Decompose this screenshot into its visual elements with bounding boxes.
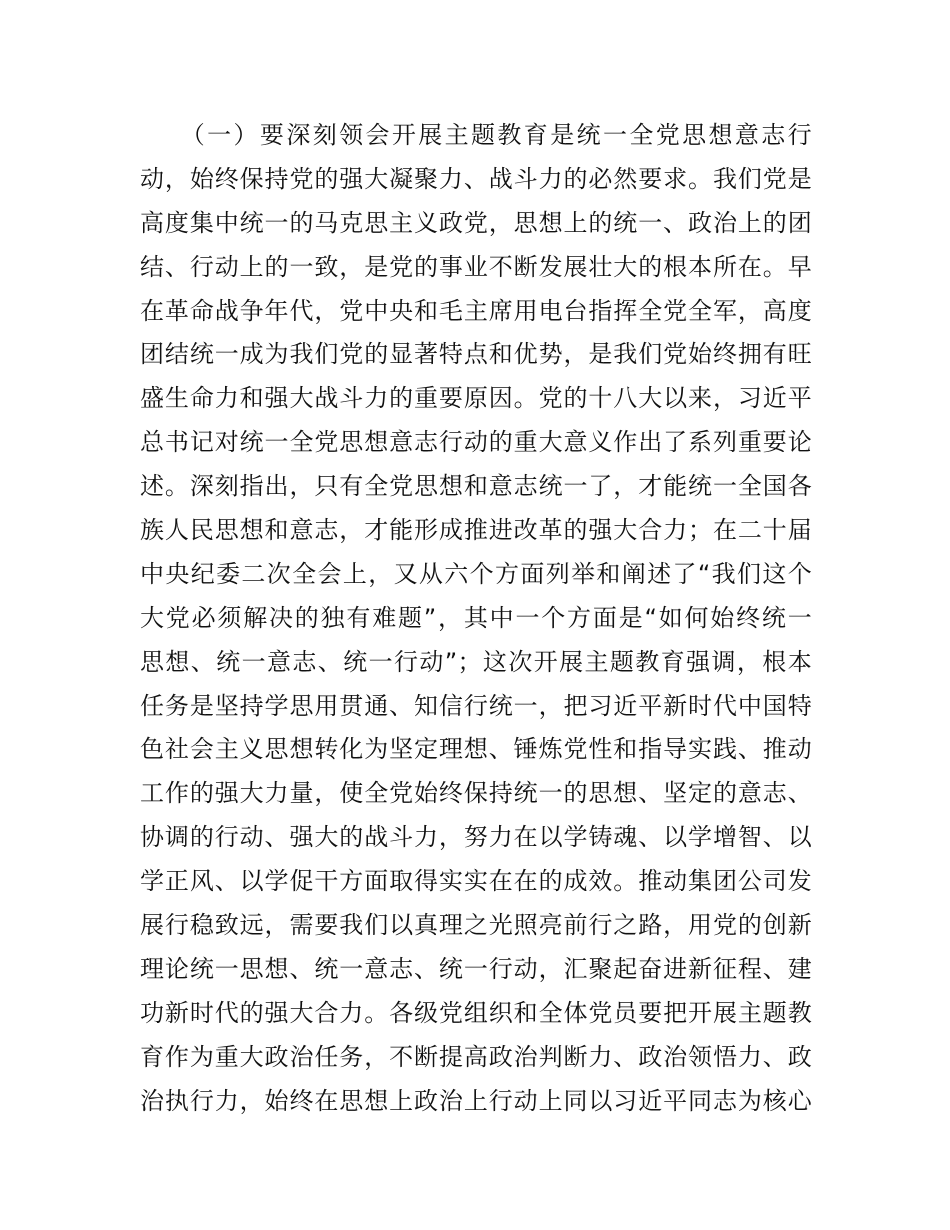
paragraph-line: 工作的强大力量，使全党始终保持统一的思想、坚定的意志、 (140, 779, 812, 808)
paragraph-line: 述。深刻指出，只有全党思想和意志统一了，才能统一全国各 (140, 472, 812, 501)
paragraph-line: 展行稳致远，需要我们以真理之光照亮前行之路，用党的创新 (140, 911, 812, 940)
paragraph-line: 总书记对统一全党思想意志行动的重大意义作出了系列重要论 (140, 428, 812, 457)
paragraph-line: 育作为重大政治任务，不断提高政治判断力、政治领悟力、政 (140, 1042, 812, 1071)
body-paragraph (140, 114, 812, 1123)
paragraph-line: 族人民思想和意志，才能形成推进改革的强大合力；在二十届 (140, 516, 812, 545)
paragraph-line: 协调的行动、强大的战斗力，努力在以学铸魂、以学增智、以 (140, 823, 812, 852)
paragraph-line: 治执行力，始终在思想上政治上行动上同以习近平同志为核心 (140, 1086, 812, 1115)
paragraph-line: 思想、统一意志、统一行动”；这次开展主题教育强调，根本 (140, 647, 812, 676)
paragraph-line: 学正风、以学促干方面取得实实在在的成效。推动集团公司发 (140, 867, 812, 896)
paragraph-line: 理论统一思想、统一意志、统一行动，汇聚起奋进新征程、建 (140, 954, 812, 983)
paragraph-line: （一）要深刻领会开展主题教育是统一全党思想意志行 (140, 121, 812, 149)
paragraph-line: 任务是坚持学思用贯通、知信行统一，把习近平新时代中国特 (140, 691, 812, 720)
paragraph-line: 色社会主义思想转化为坚定理想、锤炼党性和指导实践、推动 (140, 735, 812, 764)
paragraph-line: 在革命战争年代，党中央和毛主席用电台指挥全党全军，高度 (140, 296, 812, 325)
paragraph-line: 高度集中统一的马克思主义政党，思想上的统一、政治上的团 (140, 208, 812, 237)
paragraph-line: 团结统一成为我们党的显著特点和优势，是我们党始终拥有旺 (140, 340, 812, 369)
paragraph-line: 盛生命力和强大战斗力的重要原因。党的十八大以来，习近平 (140, 384, 812, 413)
paragraph-line: 中央纪委二次全会上，又从六个方面列举和阐述了“我们这个 (140, 559, 813, 588)
paragraph-line: 功新时代的强大合力。各级党组织和全体党员要把开展主题教 (140, 998, 812, 1027)
paragraph-line: 结、行动上的一致，是党的事业不断发展壮大的根本所在。早 (140, 252, 812, 281)
paragraph-line: 动，始终保持党的强大凝聚力、战斗力的必然要求。我们党是 (140, 164, 812, 193)
paragraph-line: 大党必须解决的独有难题”，其中一个方面是“如何始终统一 (140, 603, 812, 632)
